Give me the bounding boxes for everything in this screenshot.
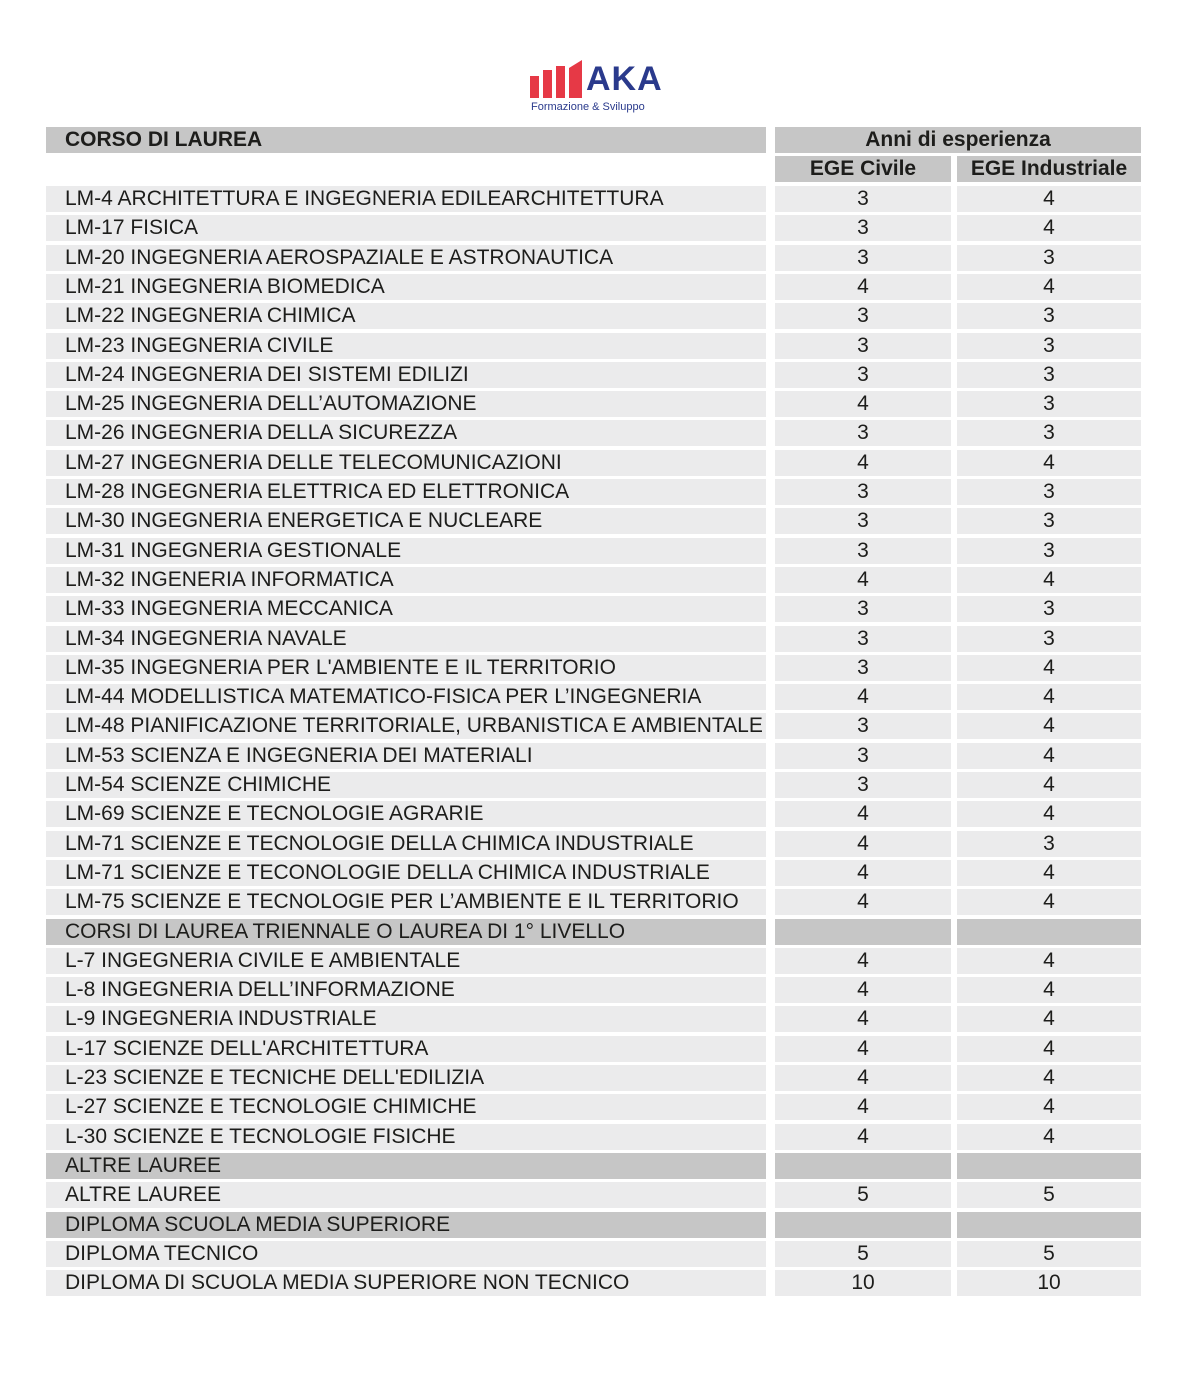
industrial-years-cell: 4 — [957, 713, 1141, 739]
table-row — [46, 889, 1141, 915]
table-row — [46, 801, 1141, 827]
table-row — [46, 215, 1141, 241]
civil-years-cell: 4 — [775, 801, 951, 827]
course-cell: LM-71 SCIENZE E TECNOLOGIE DELLA CHIMICA INDUSTRIALE — [46, 831, 766, 857]
course-cell: LM-17 FISICA — [46, 215, 766, 241]
course-cell: LM-53 SCIENZA E INGEGNERIA DEI MATERIALI — [46, 743, 766, 769]
table-row — [46, 743, 1141, 769]
column-header-course: CORSO DI LAUREA — [46, 127, 766, 153]
industrial-years-cell: 10 — [957, 1270, 1141, 1296]
civil-years-cell: 3 — [775, 420, 951, 446]
column-header-civil: EGE Civile — [775, 156, 951, 182]
civil-years-cell: 4 — [775, 1065, 951, 1091]
course-cell: L-30 SCIENZE E TECNOLOGIE FISICHE — [46, 1124, 766, 1150]
course-cell: LM-25 INGEGNERIA DELL’AUTOMAZIONE — [46, 391, 766, 417]
table-row — [46, 303, 1141, 329]
table-row — [46, 1182, 1141, 1208]
table-row — [46, 450, 1141, 476]
table-row — [46, 1006, 1141, 1032]
column-header-industrial: EGE Industriale — [957, 156, 1141, 182]
course-cell: LM-27 INGEGNERIA DELLE TELECOMUNICAZIONI — [46, 450, 766, 476]
course-cell: L-17 SCIENZE DELL'ARCHITETTURA — [46, 1036, 766, 1062]
table-row — [46, 948, 1141, 974]
table-row — [46, 1036, 1141, 1062]
industrial-years-cell: 3 — [957, 245, 1141, 271]
civil-years-cell: 4 — [775, 450, 951, 476]
industrial-years-cell — [957, 919, 1141, 945]
course-cell: LM-32 INGENERIA INFORMATICA — [46, 567, 766, 593]
civil-years-cell: 4 — [775, 889, 951, 915]
course-cell: L-27 SCIENZE E TECNOLOGIE CHIMICHE — [46, 1094, 766, 1120]
course-cell: ALTRE LAUREE — [46, 1182, 766, 1208]
civil-years-cell: 3 — [775, 772, 951, 798]
civil-years-cell: 3 — [775, 713, 951, 739]
civil-years-cell: 4 — [775, 948, 951, 974]
industrial-years-cell: 3 — [957, 538, 1141, 564]
course-cell: LM-33 INGEGNERIA MECCANICA — [46, 596, 766, 622]
course-cell: LM-24 INGEGNERIA DEI SISTEMI EDILIZI — [46, 362, 766, 388]
civil-years-cell: 3 — [775, 362, 951, 388]
civil-years-cell: 4 — [775, 684, 951, 710]
table-row — [46, 333, 1141, 359]
industrial-years-cell — [957, 1153, 1141, 1179]
industrial-years-cell: 4 — [957, 1124, 1141, 1150]
industrial-years-cell — [957, 1212, 1141, 1238]
industrial-years-cell: 4 — [957, 567, 1141, 593]
table-subheader-row — [46, 156, 1141, 182]
course-cell: LM-30 INGEGNERIA ENERGETICA E NUCLEARE — [46, 508, 766, 534]
course-cell: DIPLOMA TECNICO — [46, 1241, 766, 1267]
course-cell: LM-20 INGEGNERIA AEROSPAZIALE E ASTRONAUTICA — [46, 245, 766, 271]
industrial-years-cell: 4 — [957, 743, 1141, 769]
industrial-years-cell: 3 — [957, 479, 1141, 505]
table-row — [46, 391, 1141, 417]
section-header-row — [46, 1153, 1141, 1179]
table-row — [46, 567, 1141, 593]
column-header-blank — [46, 156, 766, 182]
logo-name: AKA — [586, 60, 663, 98]
civil-years-cell: 4 — [775, 860, 951, 886]
industrial-years-cell: 3 — [957, 333, 1141, 359]
civil-years-cell: 4 — [775, 1124, 951, 1150]
civil-years-cell: 4 — [775, 1006, 951, 1032]
table-row — [46, 1065, 1141, 1091]
industrial-years-cell: 3 — [957, 362, 1141, 388]
civil-years-cell: 5 — [775, 1182, 951, 1208]
industrial-years-cell: 3 — [957, 831, 1141, 857]
civil-years-cell: 3 — [775, 655, 951, 681]
course-cell: LM-71 SCIENZE E TECONOLOGIE DELLA CHIMICA INDUSTRIALE — [46, 860, 766, 886]
course-cell: DIPLOMA DI SCUOLA MEDIA SUPERIORE NON TECNICO — [46, 1270, 766, 1296]
industrial-years-cell: 3 — [957, 508, 1141, 534]
course-cell: LM-23 INGEGNERIA CIVILE — [46, 333, 766, 359]
civil-years-cell: 10 — [775, 1270, 951, 1296]
industrial-years-cell: 4 — [957, 215, 1141, 241]
industrial-years-cell: 5 — [957, 1182, 1141, 1208]
industrial-years-cell: 4 — [957, 772, 1141, 798]
course-cell: ALTRE LAUREE — [46, 1153, 766, 1179]
section-header-row — [46, 1212, 1141, 1238]
industrial-years-cell: 3 — [957, 596, 1141, 622]
civil-years-cell: 3 — [775, 303, 951, 329]
table-row — [46, 1241, 1141, 1267]
industrial-years-cell: 4 — [957, 186, 1141, 212]
industrial-years-cell: 4 — [957, 655, 1141, 681]
table-row — [46, 831, 1141, 857]
civil-years-cell: 3 — [775, 333, 951, 359]
civil-years-cell: 3 — [775, 479, 951, 505]
table-row — [46, 479, 1141, 505]
table-row — [46, 1124, 1141, 1150]
civil-years-cell: 4 — [775, 831, 951, 857]
table-row — [46, 977, 1141, 1003]
industrial-years-cell: 4 — [957, 948, 1141, 974]
table-row — [46, 508, 1141, 534]
industrial-years-cell: 4 — [957, 860, 1141, 886]
civil-years-cell: 3 — [775, 215, 951, 241]
table-row — [46, 684, 1141, 710]
civil-years-cell — [775, 919, 951, 945]
course-cell: LM-4 ARCHITETTURA E INGEGNERIA EDILEARCHITETTURA — [46, 186, 766, 212]
industrial-years-cell: 3 — [957, 420, 1141, 446]
course-cell: LM-28 INGEGNERIA ELETTRICA ED ELETTRONICA — [46, 479, 766, 505]
course-cell: CORSI DI LAUREA TRIENNALE O LAUREA DI 1° LIVELLO — [46, 919, 766, 945]
industrial-years-cell: 4 — [957, 1006, 1141, 1032]
civil-years-cell: 3 — [775, 596, 951, 622]
course-cell: LM-54 SCIENZE CHIMICHE — [46, 772, 766, 798]
course-cell: L-9 INGEGNERIA INDUSTRIALE — [46, 1006, 766, 1032]
civil-years-cell: 4 — [775, 567, 951, 593]
industrial-years-cell: 4 — [957, 1065, 1141, 1091]
bar-chart-logo-icon — [530, 58, 586, 98]
industrial-years-cell: 4 — [957, 274, 1141, 300]
course-cell: L-8 INGEGNERIA DELL’INFORMAZIONE — [46, 977, 766, 1003]
course-cell: LM-34 INGEGNERIA NAVALE — [46, 626, 766, 652]
table-row — [46, 596, 1141, 622]
industrial-years-cell: 4 — [957, 1094, 1141, 1120]
course-cell: LM-31 INGEGNERIA GESTIONALE — [46, 538, 766, 564]
table-row — [46, 1270, 1141, 1296]
civil-years-cell: 4 — [775, 1094, 951, 1120]
table-header-row — [46, 127, 1141, 153]
table-row — [46, 1094, 1141, 1120]
industrial-years-cell: 4 — [957, 801, 1141, 827]
civil-years-cell: 3 — [775, 508, 951, 534]
table-row — [46, 245, 1141, 271]
table-row — [46, 538, 1141, 564]
industrial-years-cell: 3 — [957, 391, 1141, 417]
civil-years-cell: 3 — [775, 538, 951, 564]
course-cell: LM-21 INGEGNERIA BIOMEDICA — [46, 274, 766, 300]
table-row — [46, 713, 1141, 739]
civil-years-cell: 4 — [775, 1036, 951, 1062]
civil-years-cell: 3 — [775, 743, 951, 769]
civil-years-cell: 4 — [775, 391, 951, 417]
table-row — [46, 860, 1141, 886]
course-cell: LM-75 SCIENZE E TECNOLOGIE PER L’AMBIENTE E IL TERRITORIO — [46, 889, 766, 915]
civil-years-cell: 4 — [775, 977, 951, 1003]
course-cell: LM-35 INGEGNERIA PER L'AMBIENTE E IL TERRITORIO — [46, 655, 766, 681]
civil-years-cell: 3 — [775, 186, 951, 212]
aka-logo — [530, 58, 680, 116]
course-cell: L-23 SCIENZE E TECNICHE DELL'EDILIZIA — [46, 1065, 766, 1091]
course-cell: LM-48 PIANIFICAZIONE TERRITORIALE, URBANISTICA E AMBIENTALE — [46, 713, 766, 739]
industrial-years-cell: 4 — [957, 684, 1141, 710]
table-row — [46, 420, 1141, 446]
table-row — [46, 626, 1141, 652]
course-cell: LM-44 MODELLISTICA MATEMATICO-FISICA PER L’INGEGNERIA — [46, 684, 766, 710]
course-cell: LM-26 INGEGNERIA DELLA SICUREZZA — [46, 420, 766, 446]
table-row — [46, 362, 1141, 388]
civil-years-cell — [775, 1153, 951, 1179]
table-row — [46, 772, 1141, 798]
industrial-years-cell: 4 — [957, 1036, 1141, 1062]
table-row — [46, 186, 1141, 212]
civil-years-cell: 3 — [775, 245, 951, 271]
column-header-experience: Anni di esperienza — [775, 127, 1141, 153]
industrial-years-cell: 4 — [957, 450, 1141, 476]
table-row — [46, 274, 1141, 300]
section-header-row — [46, 919, 1141, 945]
civil-years-cell — [775, 1212, 951, 1238]
industrial-years-cell: 3 — [957, 626, 1141, 652]
industrial-years-cell: 5 — [957, 1241, 1141, 1267]
course-cell: LM-22 INGEGNERIA CHIMICA — [46, 303, 766, 329]
course-cell: LM-69 SCIENZE E TECNOLOGIE AGRARIE — [46, 801, 766, 827]
course-cell: DIPLOMA SCUOLA MEDIA SUPERIORE — [46, 1212, 766, 1238]
industrial-years-cell: 3 — [957, 303, 1141, 329]
industrial-years-cell: 4 — [957, 889, 1141, 915]
table-row — [46, 655, 1141, 681]
course-cell: L-7 INGEGNERIA CIVILE E AMBIENTALE — [46, 948, 766, 974]
civil-years-cell: 5 — [775, 1241, 951, 1267]
industrial-years-cell: 4 — [957, 977, 1141, 1003]
logo-tagline: Formazione & Sviluppo — [531, 101, 645, 113]
civil-years-cell: 4 — [775, 274, 951, 300]
civil-years-cell: 3 — [775, 626, 951, 652]
